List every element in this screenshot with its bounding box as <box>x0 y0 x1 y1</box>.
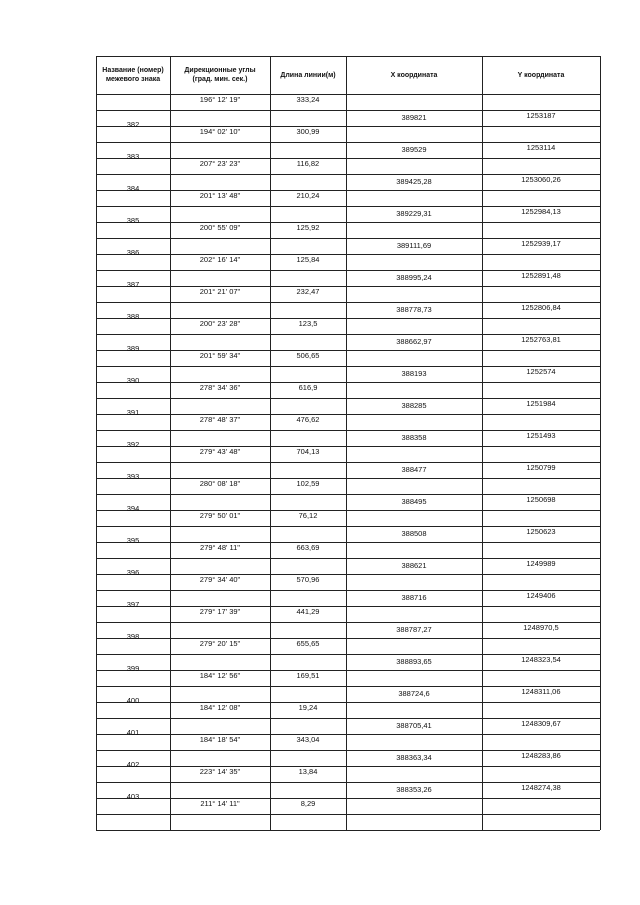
mark-name-cell: 392 <box>126 440 140 449</box>
line-length-cell: 232,47 <box>296 287 320 296</box>
y-coordinate-cell: 1252763,81 <box>521 335 561 344</box>
y-coordinate-cell: 1253187 <box>526 111 556 120</box>
x-coordinate-cell: 388662,97 <box>396 337 432 346</box>
x-coordinate-cell: 389821 <box>401 113 427 122</box>
x-coordinate-cell: 388363,34 <box>396 753 432 762</box>
x-coordinate-cell: 388778,73 <box>396 305 432 314</box>
direction-angle-cell: 200° 55' 09" <box>199 223 241 232</box>
x-coordinate-cell: 388495 <box>401 497 427 506</box>
direction-angle-cell: 278° 48' 37" <box>199 415 241 424</box>
direction-angle-cell: 279° 48' 11" <box>200 543 240 552</box>
line-length-cell: 616,9 <box>298 383 318 392</box>
line-length-cell: 570,96 <box>296 575 320 584</box>
header-y-coordinate: Y координата <box>517 71 565 79</box>
y-coordinate-cell: 1252574 <box>526 367 556 376</box>
y-coordinate-cell: 1253060,26 <box>521 175 561 184</box>
x-coordinate-cell: 388995,24 <box>396 273 432 282</box>
table-column-rule <box>600 56 601 830</box>
line-length-cell: 13,84 <box>298 767 318 776</box>
mark-name-cell: 398 <box>126 632 140 641</box>
direction-angle-cell: 184° 12' 56" <box>199 671 241 680</box>
table-row-rule <box>96 830 600 831</box>
mark-name-cell: 387 <box>126 280 140 289</box>
x-coordinate-cell: 388193 <box>401 369 427 378</box>
line-length-cell: 476,62 <box>296 415 320 424</box>
y-coordinate-cell: 1252939,17 <box>521 239 561 248</box>
mark-name-cell: 390 <box>126 376 140 385</box>
mark-name-cell: 395 <box>126 536 140 545</box>
mark-name-cell: 397 <box>126 600 140 609</box>
y-coordinate-cell: 1252984,13 <box>521 207 561 216</box>
mark-name-cell: 403 <box>126 792 140 801</box>
direction-angle-cell: 223° 14' 35" <box>199 767 241 776</box>
mark-name-cell: 391 <box>126 408 140 417</box>
direction-angle-cell: 207° 23' 23" <box>199 159 241 168</box>
x-coordinate-cell: 389425,28 <box>396 177 432 186</box>
mark-name-cell: 394 <box>126 504 140 513</box>
line-length-cell: 210,24 <box>296 191 320 200</box>
x-coordinate-cell: 389229,31 <box>396 209 432 218</box>
header-x-coordinate: X координата <box>390 71 438 79</box>
y-coordinate-cell: 1249989 <box>526 559 556 568</box>
y-coordinate-cell: 1248323,54 <box>521 655 561 664</box>
mark-name-cell: 399 <box>126 664 140 673</box>
x-coordinate-cell: 388508 <box>401 529 427 538</box>
x-coordinate-cell: 388353,26 <box>396 785 432 794</box>
direction-angle-cell: 194° 02' 10" <box>199 127 241 136</box>
direction-angle-cell: 202° 16' 14" <box>199 255 241 264</box>
y-coordinate-cell: 1248309,67 <box>521 719 561 728</box>
line-length-cell: 441,29 <box>296 607 320 616</box>
direction-angle-cell: 279° 17' 39" <box>199 607 241 616</box>
y-coordinate-cell: 1250799 <box>526 463 556 472</box>
y-coordinate-cell: 1251493 <box>526 431 556 440</box>
line-length-cell: 116,82 <box>296 159 320 168</box>
x-coordinate-cell: 388787,27 <box>396 625 432 634</box>
y-coordinate-cell: 1248311,06 <box>521 687 561 696</box>
table-column-rule <box>482 56 483 830</box>
direction-angle-cell: 196° 12' 19" <box>199 95 241 104</box>
header-line-length: Длина линии(м) <box>280 71 336 79</box>
line-length-cell: 76,12 <box>298 511 318 520</box>
table-column-rule <box>170 56 171 830</box>
mark-name-cell: 401 <box>126 728 140 737</box>
direction-angle-cell: 200° 23' 28" <box>199 319 241 328</box>
x-coordinate-cell: 388705,41 <box>396 721 432 730</box>
y-coordinate-cell: 1248274,38 <box>521 783 561 792</box>
direction-angle-cell: 278° 34' 36" <box>199 383 241 392</box>
line-length-cell: 343,04 <box>296 735 320 744</box>
mark-name-cell: 385 <box>126 216 140 225</box>
y-coordinate-cell: 1248970,5 <box>523 623 559 632</box>
table-top-rule <box>96 56 600 57</box>
mark-name-cell: 384 <box>126 184 140 193</box>
mark-name-cell: 383 <box>126 152 140 161</box>
mark-name-cell: 400 <box>126 696 140 705</box>
direction-angle-cell: 184° 12' 08" <box>199 703 241 712</box>
header-direction-angle-line1: Дирекционные углы <box>184 67 256 74</box>
direction-angle-cell: 184° 18' 54" <box>199 735 241 744</box>
header-mark-name-line2: межевого знака <box>105 76 161 83</box>
header-direction-angle-line2: (град. мин. сек.) <box>192 76 248 83</box>
mark-name-cell: 388 <box>126 312 140 321</box>
line-length-cell: 655,65 <box>296 639 320 648</box>
table-column-rule <box>346 56 347 830</box>
y-coordinate-cell: 1252806,84 <box>521 303 561 312</box>
x-coordinate-cell: 388724,6 <box>398 689 430 698</box>
line-length-cell: 704,13 <box>296 447 320 456</box>
x-coordinate-cell: 388358 <box>401 433 427 442</box>
line-length-cell: 169,51 <box>296 671 320 680</box>
table-row-rule <box>96 814 600 815</box>
mark-name-cell: 389 <box>126 344 140 353</box>
y-coordinate-cell: 1250623 <box>526 527 556 536</box>
line-length-cell: 300,99 <box>296 127 320 136</box>
line-length-cell: 125,84 <box>296 255 320 264</box>
y-coordinate-cell: 1252891,48 <box>521 271 561 280</box>
line-length-cell: 123,5 <box>298 319 318 328</box>
x-coordinate-cell: 389111,69 <box>396 241 432 250</box>
x-coordinate-cell: 388285 <box>401 401 427 410</box>
direction-angle-cell: 201° 59' 34" <box>199 351 241 360</box>
header-direction-angle <box>170 56 270 94</box>
direction-angle-cell: 279° 50' 01" <box>199 511 241 520</box>
x-coordinate-cell: 388621 <box>401 561 427 570</box>
direction-angle-cell: 279° 34' 40" <box>199 575 241 584</box>
direction-angle-cell: 211° 14' 11" <box>200 799 240 808</box>
direction-angle-cell: 280° 08' 18" <box>199 479 241 488</box>
direction-angle-cell: 279° 43' 48" <box>199 447 241 456</box>
header-mark-name-line1: Название (номер) <box>102 67 164 74</box>
y-coordinate-cell: 1250698 <box>526 495 556 504</box>
line-length-cell: 8,29 <box>300 799 316 808</box>
direction-angle-cell: 279° 20' 15" <box>199 639 241 648</box>
direction-angle-cell: 201° 13' 48" <box>199 191 241 200</box>
y-coordinate-cell: 1253114 <box>526 143 556 152</box>
mark-name-cell: 393 <box>126 472 140 481</box>
mark-name-cell: 396 <box>126 568 140 577</box>
line-length-cell: 19,24 <box>298 703 318 712</box>
y-coordinate-cell: 1249406 <box>526 591 556 600</box>
line-length-cell: 506,65 <box>296 351 320 360</box>
x-coordinate-cell: 388893,65 <box>396 657 432 666</box>
mark-name-cell: 402 <box>126 760 140 769</box>
line-length-cell: 102,59 <box>296 479 320 488</box>
y-coordinate-cell: 1248283,86 <box>521 751 561 760</box>
direction-angle-cell: 201° 21' 07" <box>199 287 241 296</box>
mark-name-cell: 382 <box>126 120 140 129</box>
line-length-cell: 125,92 <box>296 223 320 232</box>
line-length-cell: 333,24 <box>296 95 320 104</box>
table-column-rule <box>270 56 271 830</box>
header-mark-name <box>96 56 170 94</box>
mark-name-cell: 386 <box>126 248 140 257</box>
x-coordinate-cell: 389529 <box>401 145 427 154</box>
x-coordinate-cell: 388477 <box>401 465 427 474</box>
y-coordinate-cell: 1251984 <box>526 399 556 408</box>
line-length-cell: 663,69 <box>296 543 320 552</box>
x-coordinate-cell: 388716 <box>401 593 427 602</box>
